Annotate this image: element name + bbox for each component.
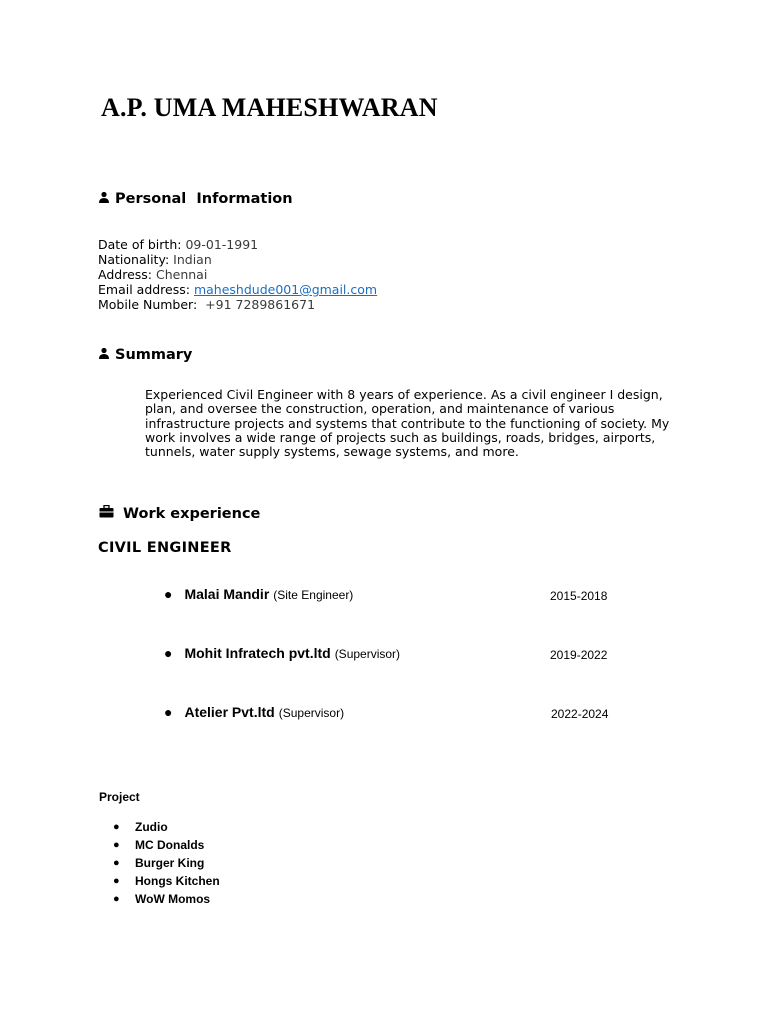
address-label: Address:: [98, 267, 152, 282]
briefcase-icon: [99, 505, 114, 522]
list-item: [113, 890, 220, 908]
job-role: (Site Engineer): [273, 588, 354, 602]
person-icon: [98, 191, 110, 207]
job-years: 2015-2018: [550, 589, 608, 603]
dob-value: 09-01-1991: [185, 237, 259, 252]
bullet-icon: ●: [113, 821, 120, 833]
job-company: Mohit Infratech pvt.ltd: [184, 645, 331, 661]
bullet-icon: ●: [113, 875, 120, 887]
email-row: [98, 282, 377, 297]
nationality-row: [98, 252, 377, 267]
job-years: 2019-2022: [550, 648, 608, 662]
list-item: [113, 836, 220, 854]
mobile-label: Mobile Number:: [98, 297, 198, 312]
email-link[interactable]: maheshdude001@gmail.com: [193, 282, 378, 297]
dob-row: [98, 237, 377, 252]
job-role: (Supervisor): [334, 647, 401, 661]
address-row: [98, 267, 377, 282]
personal-info-heading-text: Personal Information: [115, 191, 293, 207]
personal-info-block: [98, 237, 377, 312]
list-item: [113, 872, 220, 890]
job-item: [164, 645, 400, 661]
candidate-name: A.P. UMA MAHESHWARAN: [101, 93, 438, 122]
job-title: CIVIL ENGINEER: [98, 540, 232, 556]
bullet-icon: ●: [164, 704, 173, 720]
job-years: 2022-2024: [551, 707, 609, 721]
summary-heading-text: Summary: [115, 347, 193, 363]
job-item: [164, 586, 353, 602]
list-item: [113, 818, 220, 836]
summary-heading: [98, 347, 192, 363]
bullet-icon: ●: [113, 857, 120, 869]
bullet-icon: ●: [113, 839, 120, 851]
work-experience-heading: [99, 505, 260, 522]
personal-info-heading: [98, 191, 293, 207]
summary-text: Experienced Civil Engineer with 8 years of experience. As a civil engineer I design, plan, and oversee the construction, operation, and maintenance of various infrastructure projects and systems that contribute to the functioning of society. My work involves a wide range of projects such as buildings, roads, bridges, airports, tunnels, water supply systems, sewage systems, and more.: [145, 387, 670, 460]
mobile-row: [98, 297, 377, 312]
job-role: (Supervisor): [278, 706, 345, 720]
project-name: Zudio: [135, 820, 168, 834]
project-list: [113, 818, 220, 908]
dob-label: Date of birth:: [98, 237, 182, 252]
nationality-value: Indian: [173, 252, 212, 267]
job-company: Malai Mandir: [184, 586, 270, 602]
project-name: Hongs Kitchen: [135, 874, 220, 888]
address-value: Chennai: [155, 267, 208, 282]
job-company: Atelier Pvt.ltd: [184, 704, 275, 720]
work-experience-heading-text: Work experience: [123, 505, 261, 522]
project-name: Burger King: [135, 856, 205, 870]
project-name: MC Donalds: [135, 838, 205, 852]
nationality-label: Nationality:: [98, 252, 170, 267]
project-name: WoW Momos: [135, 892, 211, 906]
bullet-icon: ●: [164, 645, 173, 661]
email-label: Email address:: [98, 282, 190, 297]
list-item: [113, 854, 220, 872]
bullet-icon: ●: [113, 893, 120, 905]
mobile-value: +91 7289861671: [205, 297, 316, 312]
job-item: [164, 704, 344, 720]
project-heading: Project: [99, 790, 140, 804]
person-icon: [98, 347, 110, 363]
bullet-icon: ●: [164, 586, 173, 602]
